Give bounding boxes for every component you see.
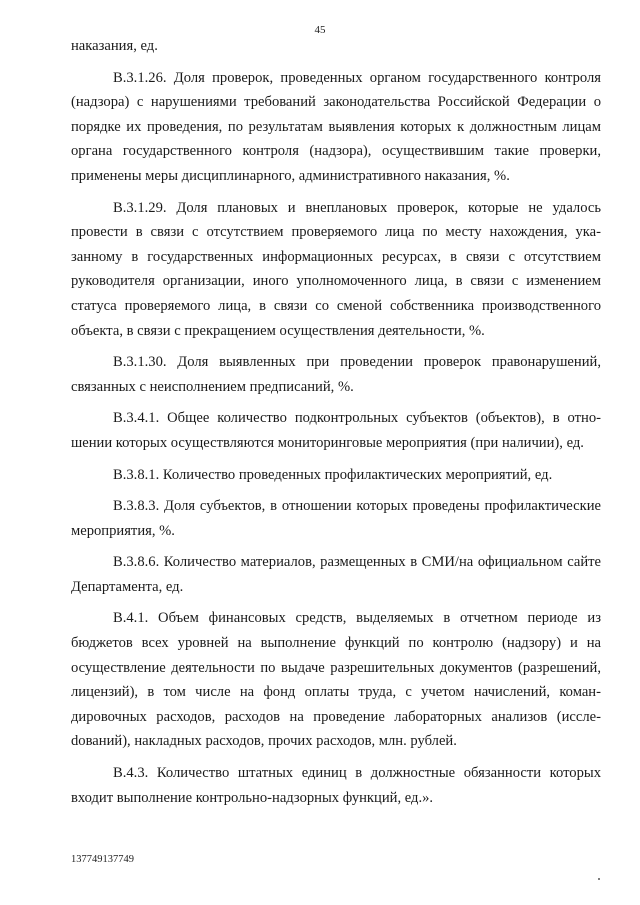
paragraph-b43: В.4.3. Количество штатных единиц в должностные обязанности которых входит выполнение контрольно-надзорных функций, ед.».	[71, 765, 601, 806]
paragraph-b386: В.3.8.6. Количество материалов, размещенных в СМИ/на официальном сайте Департамента, ед.	[71, 554, 601, 595]
paragraph-continuation: наказания, ед.	[71, 38, 158, 54]
paragraph-b3129: В.3.1.29. Доля плановых и внеплановых проверок, которые не удалось провести в связи с отсутствием проверяемого лица по месту нахождения, указанному в государственных информационных ресурсах, в связи с отсутствием руководителя организации, иного уполномоченного лица, в связи с изменением статуса проверяемого лица, в связи со сменой собственника производственного объекта, в связи с прекращением осуществления деятельности, %.	[71, 199, 601, 339]
paragraph-b383: В.3.8.3. Доля субъектов, в отношении которых проведены профилактические мероприятия, %.	[71, 498, 601, 539]
document-body	[71, 34, 601, 817]
paragraph-b381: В.3.8.1. Количество проведенных профилактических мероприятий, ед.	[113, 466, 553, 483]
paragraph-b41: В.4.1. Объем финансовых средств, выделяемых в отчетном периоде из бюджетов всех уровней на выполнение функций по контролю (надзору) и на осуществление деятельности по выдаче разрешительных документов (разрешений, лицензий), в том числе на фонд оплаты труда, с учетом начислений, командировочных расходов, расходов на проведение лабораторных анализов (исслеdований), накладных расходов, прочих расходов, млн. рублей.	[71, 610, 601, 750]
document-footer-id: 137749137749	[71, 854, 134, 865]
paragraph-b3130: В.3.1.30. Доля выявленных при проведении проверок правонарушений, связанных с неисполнением предписаний, %.	[71, 354, 601, 395]
paragraph-b341: В.3.4.1. Общее количество подконтрольных субъектов (объектов), в отношении которых осуществляются мониторинговые мероприятия (при наличии), ед.	[71, 410, 601, 451]
page-number: 45	[314, 24, 326, 36]
scan-speck	[598, 878, 600, 880]
paragraph-b3126: В.3.1.26. Доля проверок, проведенных органом государственного контроля (надзора) с нарушениями требований законодательства Российской Федерации о порядке их проведения, по результатам выявления которых к должностным лицам органа государственного контроля (надзора), осуществившим такие проверки, применены меры дисциплинарного, административного наказания, %.	[71, 69, 601, 184]
